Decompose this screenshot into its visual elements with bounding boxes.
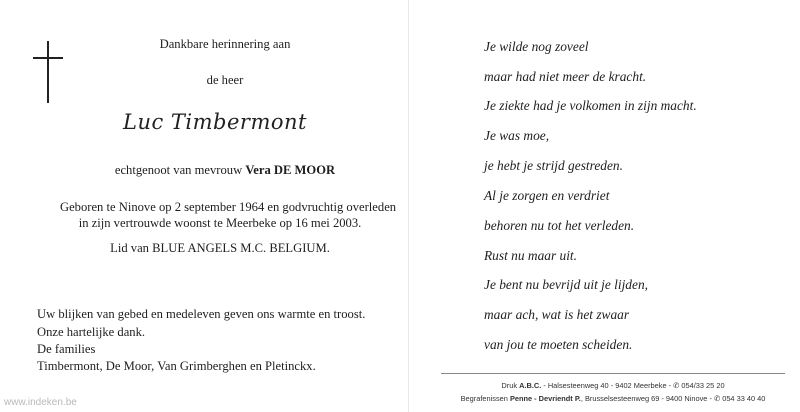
intro-text: Dankbare herinnering aan [159, 37, 291, 51]
poem-line: Je ziekte had je volkomen in zijn macht. [484, 98, 697, 113]
printer-credit [441, 381, 785, 390]
birth-line-1: Geboren te Ninove op 2 september 1964 en godvruchtig overleden [60, 200, 397, 214]
poem-line: je hebt je strijd gestreden. [484, 158, 623, 173]
deceased-name: Luc Timbermont [123, 110, 307, 134]
birth-line-2: in zijn vertrouwde woonst te Meerbeke op 16 mei 2003. [78, 216, 362, 230]
poem-line: van jou te moeten scheiden. [484, 337, 633, 352]
poem-line: Je wilde nog zoveel [484, 39, 589, 54]
spouse-name: Vera DE MOOR [245, 163, 336, 177]
site-watermark: www.indeken.be [4, 397, 77, 408]
funeral-home-address: , Brusselsesteenweg 69 - 9400 Ninove - ✆ 054 33 40 40 [580, 394, 766, 403]
poem-line: maar ach, wat is het zwaar [484, 307, 630, 322]
spouse-line [60, 163, 390, 178]
membership-line: Lid van BLUE ANGELS M.C. BELGIUM. [110, 241, 330, 255]
poem-line: behoren nu tot het verleden. [484, 218, 635, 233]
title-text: de heer [206, 73, 244, 87]
printer-name: A.B.C. [519, 381, 542, 390]
thanks-line: Uw blijken van gebed en medeleven geven ons warmte en troost. [37, 307, 366, 321]
funeral-home-name: Penne - Devriendt P. [509, 394, 581, 403]
thanks-line: Timbermont, De Moor, Van Grimberghen en Pletinckx. [37, 359, 316, 373]
funeral-home-credit [441, 394, 785, 403]
spouse-prefix: echtgenoot van mevrouw [114, 163, 243, 177]
poem-line: Je bent nu bevrijd uit je lijden, [484, 277, 648, 292]
thanks-line: De families [37, 342, 96, 356]
thanks-line: Onze hartelijke dank. [37, 325, 146, 339]
poem-line: Je was moe, [484, 128, 550, 143]
printer-address: - Halsesteenweg 40 - 9402 Meerbeke - ✆ 054/33 25 20 [541, 381, 725, 390]
latin-cross-icon [33, 41, 63, 103]
printer-prefix: Druk [501, 381, 520, 390]
poem-line: Rust nu maar uit. [484, 248, 577, 263]
poem-line: maar had niet meer de kracht. [484, 69, 647, 84]
funeral-prefix: Begrafenissen [460, 394, 510, 403]
card-fold [408, 0, 409, 412]
divider [441, 373, 785, 374]
poem-line: Al je zorgen en verdriet [484, 188, 610, 203]
